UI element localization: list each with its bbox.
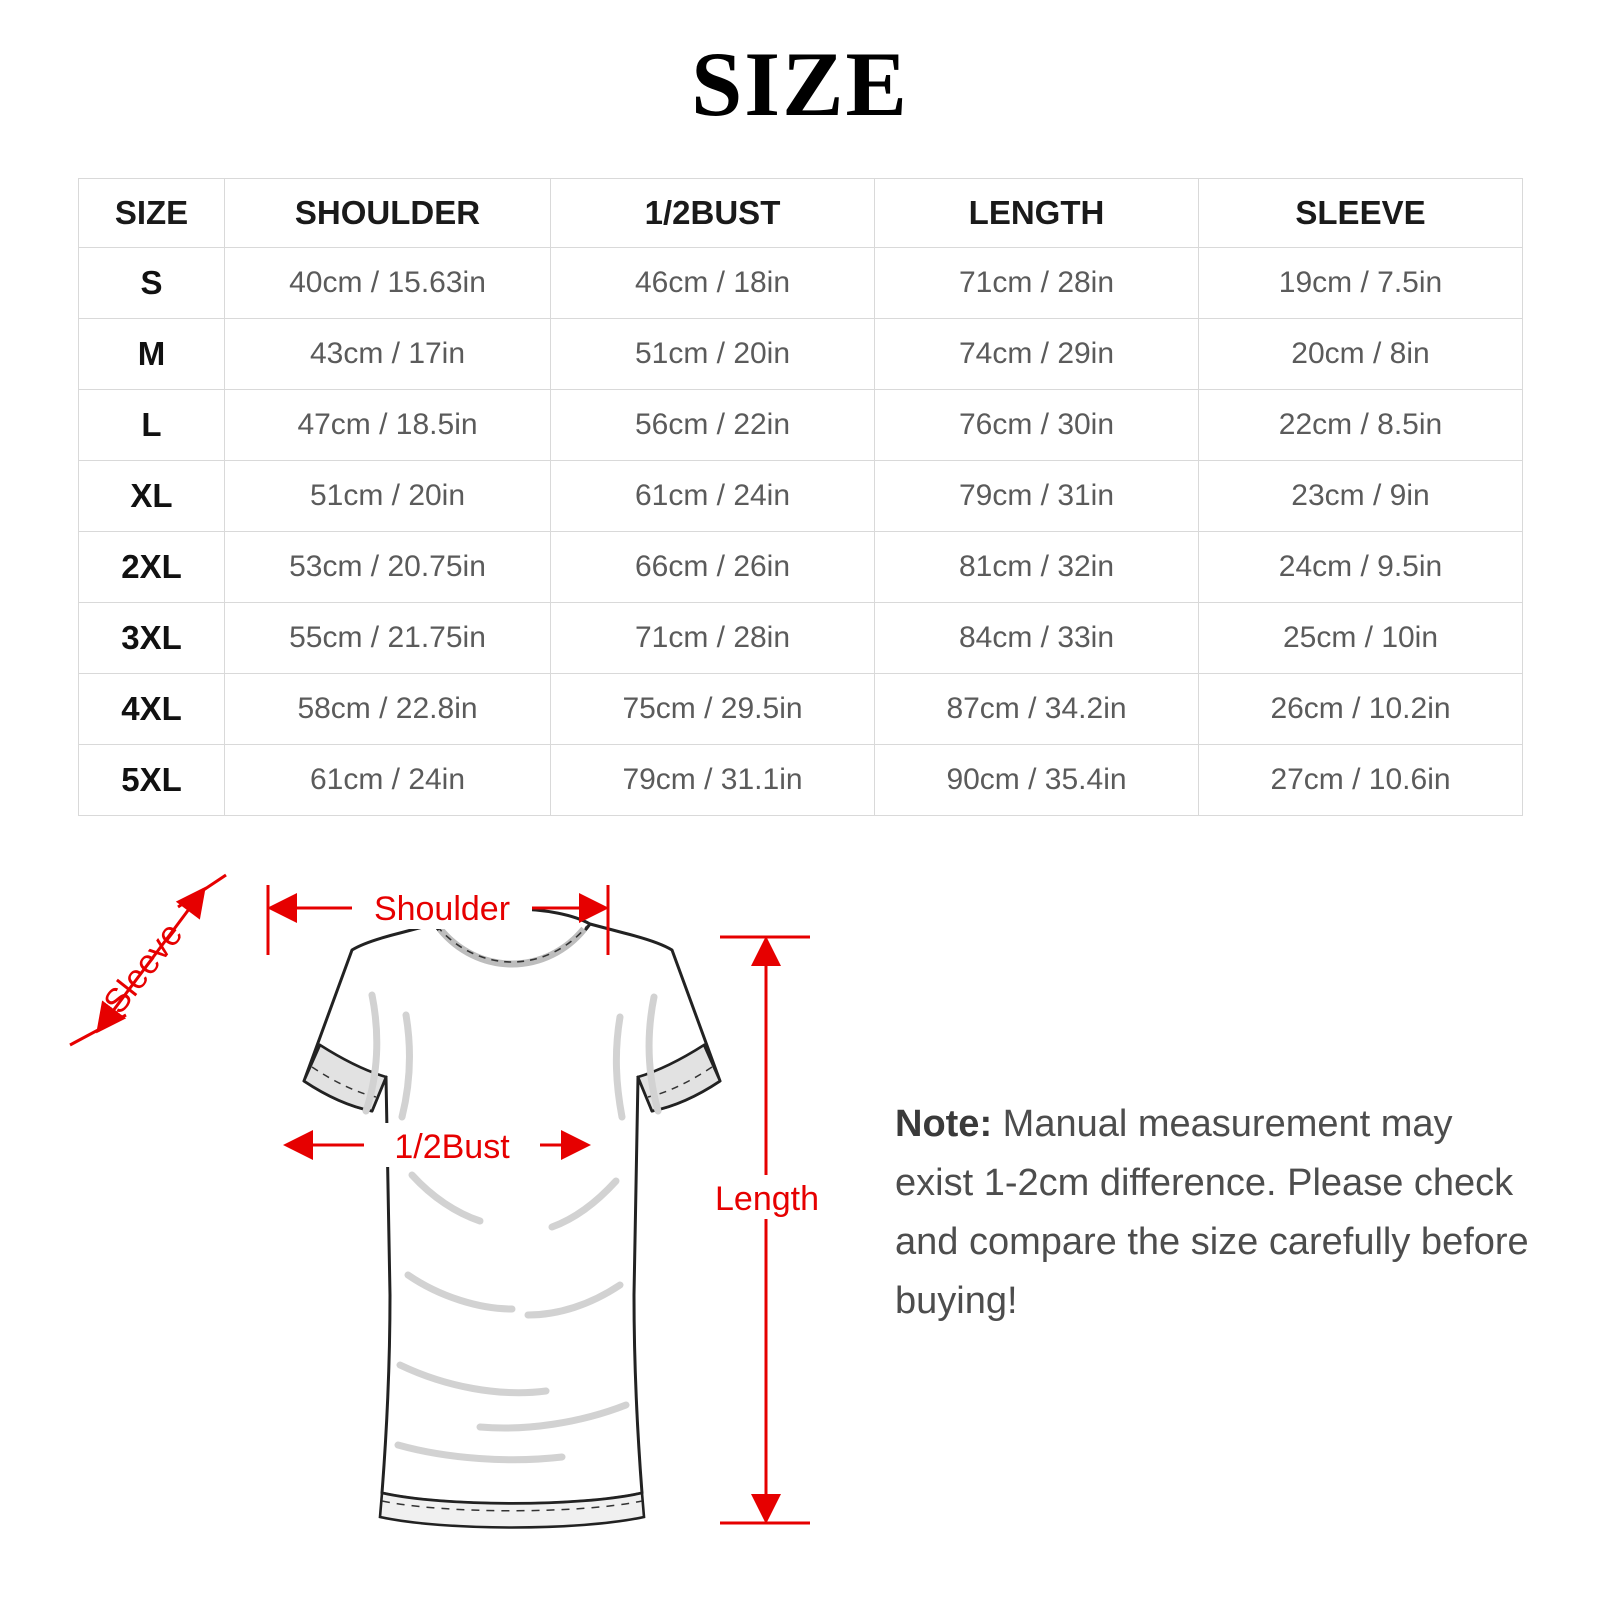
column-header-sleeve: SLEEVE — [1199, 179, 1523, 248]
column-header-bust: 1/2BUST — [551, 179, 875, 248]
cell-size: 2XL — [79, 532, 225, 603]
cell-bust: 75cm / 29.5in — [551, 674, 875, 745]
cell-bust: 71cm / 28in — [551, 603, 875, 674]
cell-sleeve: 20cm / 8in — [1199, 319, 1523, 390]
table-row — [79, 319, 1523, 390]
cell-size: S — [79, 248, 225, 319]
sleeve-measure — [70, 875, 226, 1045]
size-chart-table — [78, 178, 1523, 816]
note-prefix: Note: — [895, 1103, 993, 1145]
cell-length: 84cm / 33in — [875, 603, 1199, 674]
cell-sleeve: 19cm / 7.5in — [1199, 248, 1523, 319]
cell-shoulder: 53cm / 20.75in — [225, 532, 551, 603]
measurement-diagram — [60, 845, 870, 1565]
column-header-size: SIZE — [79, 179, 225, 248]
table-row — [79, 674, 1523, 745]
cell-length: 79cm / 31in — [875, 461, 1199, 532]
cell-sleeve: 24cm / 9.5in — [1199, 532, 1523, 603]
cell-bust: 66cm / 26in — [551, 532, 875, 603]
bust-label: 1/2Bust — [394, 1128, 510, 1166]
column-header-length: LENGTH — [875, 179, 1199, 248]
cell-shoulder: 55cm / 21.75in — [225, 603, 551, 674]
tshirt-illustration — [304, 909, 720, 1528]
cell-length: 81cm / 32in — [875, 532, 1199, 603]
cell-sleeve: 23cm / 9in — [1199, 461, 1523, 532]
sleeve-label: Sleeve — [96, 915, 191, 1021]
cell-bust: 51cm / 20in — [551, 319, 875, 390]
cell-size: 5XL — [79, 745, 225, 816]
page-title: SIZE — [691, 33, 909, 135]
length-measure — [708, 937, 826, 1523]
cell-sleeve: 22cm / 8.5in — [1199, 390, 1523, 461]
table-row — [79, 390, 1523, 461]
table-header-row — [79, 179, 1523, 248]
cell-bust: 61cm / 24in — [551, 461, 875, 532]
cell-size: 4XL — [79, 674, 225, 745]
note-body: Manual measurement may exist 1-2cm difference. Please check and compare the size carefully before buying! — [895, 1103, 1529, 1322]
cell-size: XL — [79, 461, 225, 532]
cell-size: M — [79, 319, 225, 390]
cell-bust: 79cm / 31.1in — [551, 745, 875, 816]
cell-shoulder: 51cm / 20in — [225, 461, 551, 532]
cell-bust: 46cm / 18in — [551, 248, 875, 319]
cell-sleeve: 26cm / 10.2in — [1199, 674, 1523, 745]
cell-length: 87cm / 34.2in — [875, 674, 1199, 745]
table-row — [79, 603, 1523, 674]
cell-length: 74cm / 29in — [875, 319, 1199, 390]
cell-size: L — [79, 390, 225, 461]
cell-sleeve: 25cm / 10in — [1199, 603, 1523, 674]
table-row — [79, 461, 1523, 532]
length-label: Length — [715, 1180, 819, 1218]
table-row — [79, 745, 1523, 816]
cell-shoulder: 47cm / 18.5in — [225, 390, 551, 461]
cell-shoulder: 40cm / 15.63in — [225, 248, 551, 319]
shoulder-label: Shoulder — [373, 890, 511, 928]
cell-length: 90cm / 35.4in — [875, 745, 1199, 816]
cell-shoulder: 58cm / 22.8in — [225, 674, 551, 745]
cell-length: 76cm / 30in — [875, 390, 1199, 461]
table-row — [79, 532, 1523, 603]
note-text — [895, 1095, 1535, 1331]
cell-bust: 56cm / 22in — [551, 390, 875, 461]
cell-size: 3XL — [79, 603, 225, 674]
table-row — [79, 248, 1523, 319]
cell-sleeve: 27cm / 10.6in — [1199, 745, 1523, 816]
cell-shoulder: 61cm / 24in — [225, 745, 551, 816]
column-header-shoulder: SHOULDER — [225, 179, 551, 248]
cell-length: 71cm / 28in — [875, 248, 1199, 319]
cell-shoulder: 43cm / 17in — [225, 319, 551, 390]
